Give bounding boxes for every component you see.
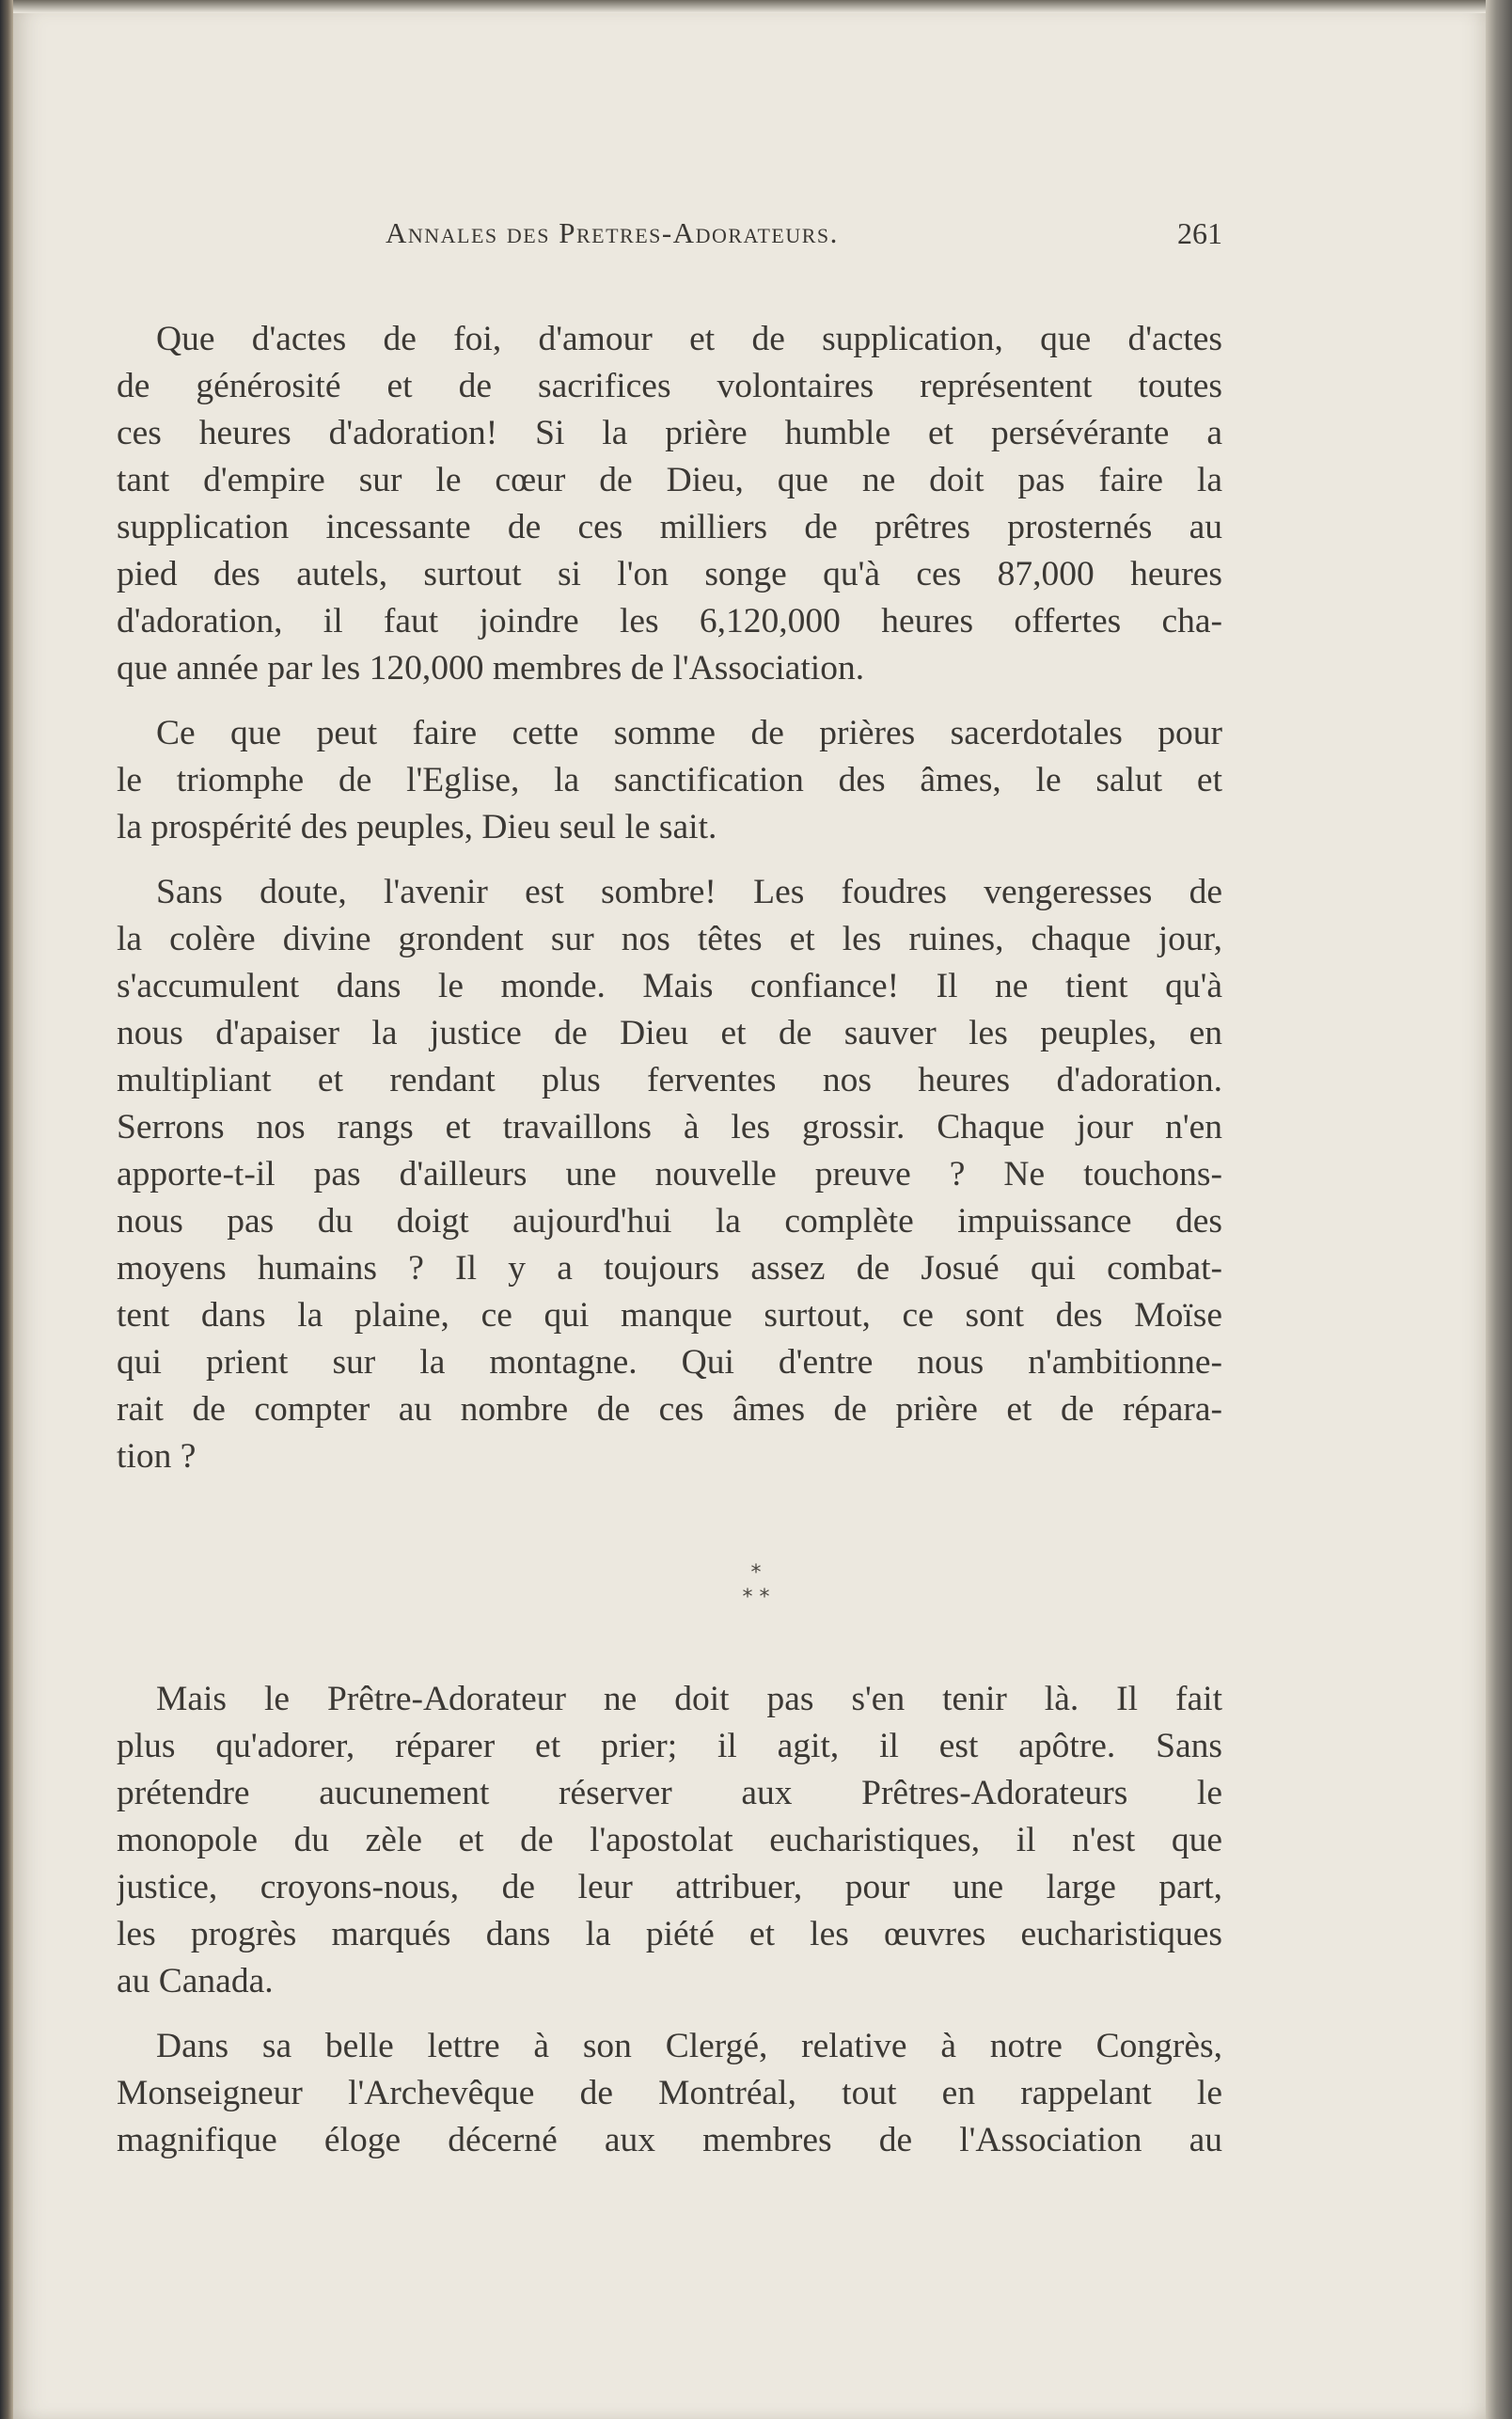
text-line: Dans sa belle lettre à son Clergé, relative à notre Congrès,: [156, 2027, 1222, 2065]
text-line: magnifique éloge décerné aux membres de l'Association au: [117, 2121, 1222, 2159]
text-line: Mais le Prêtre-Adorateur ne doit pas s'en tenir là. Il fait: [156, 1680, 1222, 1718]
paragraph: [117, 316, 1222, 692]
paragraph: [117, 869, 1222, 1480]
text-line: pied des autels, surtout si l'on songe qu'à ces 87,000 heures: [117, 555, 1222, 593]
asterism-top: *: [750, 1561, 762, 1585]
text-line: tion ?: [117, 1437, 197, 1476]
text-line: rait de compter au nombre de ces âmes de prière et de répara-: [117, 1390, 1222, 1429]
paragraph: [117, 2023, 1222, 2164]
text-line: apporte-t-il pas d'ailleurs une nouvelle preuve ? Ne touchons-: [117, 1155, 1222, 1194]
text-line: Monseigneur l'Archevêque de Montréal, tout en rappelant le: [117, 2074, 1222, 2112]
text-line: d'adoration, il faut joindre les 6,120,000 heures offertes cha-: [117, 602, 1222, 640]
text-line: nous pas du doigt aujourd'hui la complète impuissance des: [117, 1202, 1222, 1241]
asterism-bottom: * *: [742, 1586, 770, 1609]
text-line: que année par les 120,000 membres de l'Association.: [117, 649, 865, 688]
text-line: tant d'empire sur le cœur de Dieu, que ne doit pas faire la: [117, 461, 1222, 499]
text-line: s'accumulent dans le monde. Mais confiance! Il ne tient qu'à: [117, 967, 1222, 1005]
page-edge-right: [1486, 0, 1512, 2419]
text-line: Ce que peut faire cette somme de prières sacerdotales pour: [156, 714, 1222, 752]
text-line: Sans doute, l'avenir est sombre! Les foudres vengeresses de: [156, 873, 1222, 911]
text-line: au Canada.: [117, 1962, 274, 2000]
text-line: tent dans la plaine, ce qui manque surtout, ce sont des Moïse: [117, 1296, 1222, 1335]
text-line: la prospérité des peuples, Dieu seul le sait.: [117, 808, 717, 846]
text-line: plus qu'adorer, réparer et prier; il agit, il est apôtre. Sans: [117, 1727, 1222, 1765]
running-header: [386, 216, 1222, 263]
text-line: la colère divine grondent sur nos têtes et les ruines, chaque jour,: [117, 920, 1222, 958]
book-spine-shadow: [0, 0, 13, 2419]
text-line: multipliant et rendant plus ferventes nos heures d'adoration.: [117, 1061, 1222, 1099]
text-line: le triomphe de l'Eglise, la sanctification des âmes, le salut et: [117, 761, 1222, 799]
text-line: prétendre aucunement réserver aux Prêtres-Adorateurs le: [117, 1774, 1222, 1812]
text-line: Que d'actes de foi, d'amour et de supplication, que d'actes: [156, 320, 1222, 358]
section-break-ornament: [0, 1561, 1512, 1610]
text-line: les progrès marqués dans la piété et les œuvres eucharistiques: [117, 1915, 1222, 1953]
page-top-shadow: [13, 0, 1486, 13]
main-text-block-top: [117, 316, 1222, 1498]
text-line: supplication incessante de ces milliers de prêtres prosternés au: [117, 508, 1222, 546]
text-line: justice, croyons-nous, de leur attribuer, pour une large part,: [117, 1868, 1222, 1906]
text-line: qui prient sur la montagne. Qui d'entre nous n'ambitionne-: [117, 1343, 1222, 1382]
paragraph: [117, 710, 1222, 851]
text-line: de générosité et de sacrifices volontaires représentent toutes: [117, 367, 1222, 405]
text-line: moyens humains ? Il y a toujours assez de Josué qui combat-: [117, 1249, 1222, 1288]
text-line: nous d'apaiser la justice de Dieu et de sauver les peuples, en: [117, 1014, 1222, 1052]
running-title: Annales des Pretres-Adorateurs.: [386, 216, 839, 249]
text-line: Serrons nos rangs et travaillons à les grossir. Chaque jour n'en: [117, 1108, 1222, 1146]
page-number: 261: [1177, 216, 1222, 250]
text-line: ces heures d'adoration! Si la prière humble et persévérante a: [117, 414, 1222, 452]
paragraph: [117, 1676, 1222, 2005]
text-line: monopole du zèle et de l'apostolat eucharistiques, il n'est que: [117, 1821, 1222, 1859]
main-text-block-bottom: [117, 1676, 1222, 2182]
